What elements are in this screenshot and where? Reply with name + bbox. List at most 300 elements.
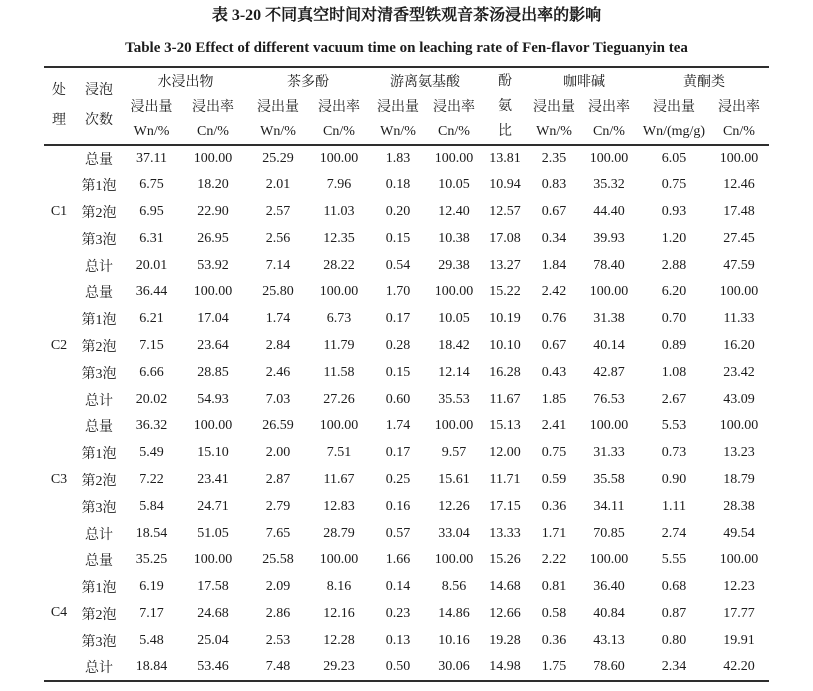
value-cell: 0.23	[385, 605, 411, 621]
value-cell: 7.96	[326, 177, 352, 193]
value-cell: 100.00	[589, 552, 629, 568]
value-cell: 2.42	[541, 284, 567, 300]
table-row	[44, 306, 769, 333]
value-cell: 100.00	[434, 552, 474, 568]
value-cell: 10.16	[438, 632, 470, 648]
value-cell: 37.11	[136, 150, 167, 166]
table-row	[44, 627, 769, 654]
unit-label: Cn/%	[197, 123, 229, 139]
subheader-amount: 浸出量	[653, 100, 695, 115]
value-cell: 10.05	[438, 177, 470, 193]
col-header-soak-times	[74, 67, 124, 145]
value-cell: 36.44	[135, 284, 168, 300]
value-cell: 17.15	[489, 498, 521, 514]
value-cell: 1.83	[385, 150, 411, 166]
value-cell: 11.33	[723, 311, 755, 327]
row-label-cell: 第3泡	[81, 500, 117, 516]
value-cell: 1.08	[661, 364, 687, 380]
value-cell: 14.98	[489, 659, 521, 675]
row-label-cell: 总计	[85, 527, 113, 543]
value-cell: 44.40	[593, 203, 625, 219]
value-cell: 0.15	[385, 230, 411, 246]
row-label-cell: 第1泡	[81, 447, 117, 463]
value-cell: 36.32	[135, 418, 168, 434]
value-cell: 0.68	[661, 579, 687, 595]
value-cell: 23.41	[197, 471, 229, 487]
col-header-soak-line1: 浸泡	[85, 83, 113, 98]
value-cell: 12.66	[489, 605, 521, 621]
value-cell: 29.38	[438, 257, 470, 273]
group-header-flavonoids: 黄酮类	[683, 74, 725, 90]
value-cell: 5.49	[139, 445, 164, 461]
value-cell: 12.16	[323, 605, 355, 621]
value-cell: 0.36	[541, 632, 567, 648]
value-cell: 0.67	[541, 337, 567, 353]
table-body	[44, 145, 769, 681]
value-cell: 100.00	[719, 418, 759, 434]
value-cell: 18.84	[135, 659, 168, 675]
col-header-phenol-line3: 比	[498, 123, 512, 139]
value-cell: 2.57	[265, 203, 291, 219]
value-cell: 1.11	[662, 498, 686, 514]
value-cell: 11.79	[323, 337, 355, 353]
value-cell: 1.74	[265, 311, 291, 327]
value-cell: 1.71	[541, 525, 567, 541]
value-cell: 31.33	[593, 445, 625, 461]
value-cell: 100.00	[719, 552, 759, 568]
value-cell: 53.92	[197, 257, 229, 273]
value-cell: 7.15	[139, 337, 164, 353]
value-cell: 25.29	[262, 150, 294, 166]
value-cell: 10.38	[438, 230, 470, 246]
row-label-cell: 第2泡	[81, 339, 117, 355]
value-cell: 26.59	[262, 418, 294, 434]
table-row	[44, 252, 769, 279]
value-cell: 0.67	[541, 203, 567, 219]
value-cell: 2.00	[265, 445, 291, 461]
table-row	[44, 359, 769, 386]
value-cell: 11.67	[323, 471, 355, 487]
table-row	[44, 172, 769, 199]
value-cell: 100.00	[319, 552, 359, 568]
value-cell: 13.81	[489, 150, 521, 166]
value-cell: 35.25	[135, 552, 168, 568]
row-label-cell: 总量	[85, 420, 113, 436]
value-cell: 15.26	[489, 552, 521, 568]
value-cell: 0.34	[541, 230, 567, 246]
value-cell: 100.00	[193, 418, 233, 434]
table-row	[44, 386, 769, 413]
unit-label: Wn/(mg/g)	[642, 123, 706, 139]
value-cell: 14.86	[438, 605, 470, 621]
value-cell: 12.26	[438, 498, 470, 514]
value-cell: 2.74	[661, 525, 687, 541]
value-cell: 24.68	[197, 605, 229, 621]
value-cell: 100.00	[434, 418, 474, 434]
value-cell: 2.46	[265, 364, 291, 380]
caption-block	[0, 0, 813, 66]
value-cell: 2.22	[541, 552, 567, 568]
value-cell: 0.75	[541, 445, 567, 461]
value-cell: 12.83	[323, 498, 355, 514]
value-cell: 7.14	[265, 257, 291, 273]
value-cell: 42.87	[593, 364, 625, 380]
value-cell: 0.57	[385, 525, 411, 541]
value-cell: 7.51	[326, 445, 352, 461]
value-cell: 0.89	[661, 337, 687, 353]
value-cell: 100.00	[719, 150, 759, 166]
value-cell: 1.66	[385, 552, 411, 568]
value-cell: 12.28	[323, 632, 355, 648]
value-cell: 0.80	[661, 632, 687, 648]
unit-label: Cn/%	[723, 123, 755, 139]
value-cell: 10.10	[489, 337, 521, 353]
row-label-cell: 第1泡	[81, 313, 117, 329]
value-cell: 70.85	[593, 525, 625, 541]
table-row	[44, 467, 769, 494]
value-cell: 15.61	[438, 471, 470, 487]
value-cell: 2.53	[265, 632, 291, 648]
value-cell: 23.42	[723, 364, 755, 380]
value-cell: 15.22	[489, 284, 521, 300]
value-cell: 49.54	[723, 525, 755, 541]
value-cell: 12.46	[723, 177, 755, 193]
unit-label: Wn/%	[536, 123, 572, 139]
value-cell: 2.01	[265, 177, 291, 193]
unit-label: Cn/%	[438, 123, 470, 139]
subheader-rate: 浸出率	[433, 100, 475, 115]
value-cell: 12.57	[489, 203, 521, 219]
value-cell: 12.40	[438, 203, 470, 219]
value-cell: 100.00	[434, 150, 474, 166]
value-cell: 25.04	[197, 632, 229, 648]
value-cell: 18.20	[197, 177, 229, 193]
treatment-cell: C3	[50, 471, 68, 487]
value-cell: 1.85	[541, 391, 567, 407]
value-cell: 6.31	[139, 230, 164, 246]
value-cell: 6.20	[661, 284, 687, 300]
value-cell: 10.94	[489, 177, 521, 193]
data-table	[44, 66, 769, 682]
value-cell: 11.58	[323, 364, 355, 380]
value-cell: 33.04	[438, 525, 470, 541]
col-header-soak-line2: 次数	[85, 113, 113, 128]
value-cell: 6.05	[661, 150, 687, 166]
value-cell: 0.73	[661, 445, 687, 461]
value-cell: 0.20	[385, 203, 411, 219]
value-cell: 78.40	[593, 257, 625, 273]
subheader-rate: 浸出率	[588, 100, 630, 115]
value-cell: 0.14	[385, 579, 411, 595]
value-cell: 43.13	[593, 632, 625, 648]
value-cell: 6.95	[139, 203, 164, 219]
value-cell: 0.87	[661, 605, 687, 621]
value-cell: 2.34	[661, 659, 687, 675]
value-cell: 7.48	[265, 659, 291, 675]
treatment-cell: C1	[50, 204, 68, 220]
value-cell: 1.74	[385, 418, 411, 434]
value-cell: 10.19	[489, 311, 521, 327]
value-cell: 2.88	[661, 257, 687, 273]
subheader-amount: 浸出量	[257, 100, 299, 115]
table-row	[44, 279, 769, 306]
value-cell: 76.53	[593, 391, 625, 407]
value-cell: 6.19	[139, 579, 164, 595]
table-row	[44, 440, 769, 467]
value-cell: 17.77	[723, 605, 755, 621]
value-cell: 15.13	[489, 418, 521, 434]
value-cell: 2.79	[265, 498, 291, 514]
row-label-cell: 总量	[85, 286, 113, 302]
header-row-groups	[44, 67, 769, 93]
col-header-phenol-ammonia-ratio	[481, 67, 529, 145]
row-label-cell: 第3泡	[81, 232, 117, 248]
subheader-amount: 浸出量	[377, 100, 419, 115]
unit-label: Wn/%	[260, 123, 296, 139]
table-title-english: Table 3-20 Effect of different vacuum time on leaching rate of Fen-flavor Tieguanyin tea	[125, 40, 688, 56]
value-cell: 0.58	[541, 605, 567, 621]
table-row	[44, 601, 769, 628]
value-cell: 0.36	[541, 498, 567, 514]
value-cell: 20.02	[135, 391, 168, 407]
value-cell: 35.53	[438, 391, 470, 407]
value-cell: 2.41	[541, 418, 567, 434]
treatment-cell: C4	[50, 605, 68, 621]
value-cell: 0.17	[385, 311, 411, 327]
group-header-caffeine: 咖啡碱	[563, 74, 605, 90]
value-cell: 8.16	[326, 579, 352, 595]
table-row	[44, 654, 769, 681]
value-cell: 17.58	[197, 579, 229, 595]
value-cell: 0.93	[661, 203, 687, 219]
value-cell: 25.80	[262, 284, 294, 300]
value-cell: 24.71	[197, 498, 229, 514]
row-label-cell: 第1泡	[81, 179, 117, 195]
value-cell: 0.60	[385, 391, 411, 407]
treatment-cell: C2	[50, 337, 68, 353]
table-row	[44, 199, 769, 226]
value-cell: 0.75	[661, 177, 687, 193]
value-cell: 12.23	[723, 579, 755, 595]
col-header-treatment	[44, 67, 74, 145]
value-cell: 30.06	[438, 659, 470, 675]
value-cell: 8.56	[441, 579, 467, 595]
row-label-cell: 总量	[85, 554, 113, 570]
value-cell: 11.71	[489, 471, 521, 487]
value-cell: 2.84	[265, 337, 291, 353]
value-cell: 100.00	[319, 418, 359, 434]
value-cell: 13.33	[489, 525, 521, 541]
value-cell: 17.08	[489, 230, 521, 246]
value-cell: 0.59	[541, 471, 567, 487]
value-cell: 0.50	[385, 659, 411, 675]
value-cell: 1.70	[385, 284, 411, 300]
value-cell: 39.93	[593, 230, 625, 246]
value-cell: 13.27	[489, 257, 521, 273]
value-cell: 100.00	[319, 284, 359, 300]
row-label-cell: 总计	[85, 393, 113, 409]
value-cell: 5.48	[139, 632, 164, 648]
subheader-rate: 浸出率	[718, 100, 760, 115]
col-header-treatment-line1: 处	[52, 83, 66, 98]
value-cell: 26.95	[197, 230, 229, 246]
value-cell: 22.90	[197, 203, 229, 219]
value-cell: 11.03	[323, 203, 355, 219]
value-cell: 6.73	[326, 311, 352, 327]
row-label-cell: 第3泡	[81, 366, 117, 382]
table-row	[44, 225, 769, 252]
value-cell: 100.00	[193, 150, 233, 166]
value-cell: 0.28	[385, 337, 411, 353]
row-label-cell: 总计	[85, 259, 113, 275]
value-cell: 6.75	[139, 177, 164, 193]
unit-label: Wn/%	[380, 123, 416, 139]
subheader-rate: 浸出率	[192, 100, 234, 115]
value-cell: 0.13	[385, 632, 411, 648]
value-cell: 12.00	[489, 445, 521, 461]
value-cell: 43.09	[723, 391, 755, 407]
row-label-cell: 第2泡	[81, 473, 117, 489]
col-header-phenol-line2: 氨	[498, 98, 512, 114]
value-cell: 19.28	[489, 632, 521, 648]
value-cell: 18.79	[723, 471, 755, 487]
value-cell: 35.32	[593, 177, 625, 193]
value-cell: 16.20	[723, 337, 755, 353]
row-label-cell: 总量	[85, 152, 113, 168]
value-cell: 34.11	[593, 498, 625, 514]
value-cell: 31.38	[593, 311, 625, 327]
value-cell: 7.65	[265, 525, 291, 541]
unit-label: Cn/%	[323, 123, 355, 139]
value-cell: 78.60	[593, 659, 625, 675]
value-cell: 5.84	[139, 498, 164, 514]
value-cell: 13.23	[723, 445, 755, 461]
value-cell: 2.35	[541, 150, 567, 166]
value-cell: 53.46	[197, 659, 229, 675]
value-cell: 18.54	[135, 525, 168, 541]
value-cell: 100.00	[193, 552, 233, 568]
value-cell: 100.00	[193, 284, 233, 300]
row-label-cell: 第2泡	[81, 607, 117, 623]
value-cell: 9.57	[441, 445, 467, 461]
value-cell: 23.64	[197, 337, 229, 353]
value-cell: 0.15	[385, 364, 411, 380]
value-cell: 12.35	[323, 230, 355, 246]
value-cell: 0.16	[385, 498, 411, 514]
header-row-units	[44, 119, 769, 145]
value-cell: 1.84	[541, 257, 567, 273]
value-cell: 40.84	[593, 605, 625, 621]
value-cell: 19.91	[723, 632, 755, 648]
row-label-cell: 第2泡	[81, 205, 117, 221]
value-cell: 0.90	[661, 471, 687, 487]
table-row	[44, 520, 769, 547]
value-cell: 5.53	[661, 418, 687, 434]
value-cell: 17.48	[723, 203, 755, 219]
value-cell: 100.00	[319, 150, 359, 166]
value-cell: 7.03	[265, 391, 291, 407]
value-cell: 36.40	[593, 579, 625, 595]
table-row	[44, 574, 769, 601]
table-header	[44, 67, 769, 145]
value-cell: 51.05	[197, 525, 229, 541]
value-cell: 0.25	[385, 471, 411, 487]
value-cell: 100.00	[589, 150, 629, 166]
value-cell: 25.58	[262, 552, 294, 568]
value-cell: 0.17	[385, 445, 411, 461]
value-cell: 0.83	[541, 177, 567, 193]
value-cell: 17.04	[197, 311, 229, 327]
group-header-water-extract: 水浸出物	[157, 74, 214, 90]
subheader-amount: 浸出量	[533, 100, 575, 115]
value-cell: 100.00	[434, 284, 474, 300]
row-label-cell: 第1泡	[81, 581, 117, 597]
value-cell: 0.43	[541, 364, 567, 380]
subheader-rate: 浸出率	[318, 100, 360, 115]
value-cell: 18.42	[438, 337, 470, 353]
value-cell: 54.93	[197, 391, 229, 407]
value-cell: 100.00	[589, 418, 629, 434]
value-cell: 2.86	[265, 605, 291, 621]
value-cell: 42.20	[723, 659, 755, 675]
value-cell: 0.81	[541, 579, 567, 595]
group-header-free-amino-acids: 游离氨基酸	[390, 74, 460, 90]
row-label-cell: 第3泡	[81, 634, 117, 650]
value-cell: 12.14	[438, 364, 470, 380]
value-cell: 2.09	[265, 579, 291, 595]
row-label-cell: 总计	[85, 661, 113, 677]
value-cell: 0.70	[661, 311, 687, 327]
value-cell: 28.38	[723, 498, 755, 514]
unit-label: Wn/%	[133, 123, 170, 139]
value-cell: 47.59	[723, 257, 755, 273]
value-cell: 11.67	[489, 391, 521, 407]
table-row	[44, 413, 769, 440]
unit-label: Cn/%	[593, 123, 625, 139]
value-cell: 6.21	[139, 311, 164, 327]
table-title-chinese: 表 3-20 不同真空时间对清香型铁观音茶汤浸出率的影响	[211, 7, 602, 24]
value-cell: 2.56	[265, 230, 291, 246]
value-cell: 1.20	[661, 230, 687, 246]
value-cell: 1.75	[541, 659, 567, 675]
col-header-treatment-line2: 理	[52, 113, 66, 128]
group-header-tea-polyphenols: 茶多酚	[287, 74, 329, 90]
value-cell: 28.85	[197, 364, 229, 380]
table-row	[44, 145, 769, 172]
value-cell: 5.55	[661, 552, 687, 568]
value-cell: 20.01	[135, 257, 168, 273]
table-row	[44, 547, 769, 574]
value-cell: 15.10	[197, 445, 229, 461]
table-row	[44, 333, 769, 360]
value-cell: 2.67	[661, 391, 687, 407]
value-cell: 100.00	[589, 284, 629, 300]
header-row-measures	[44, 93, 769, 119]
value-cell: 14.68	[489, 579, 521, 595]
value-cell: 10.05	[438, 311, 470, 327]
value-cell: 27.26	[323, 391, 355, 407]
value-cell: 2.87	[265, 471, 291, 487]
value-cell: 6.66	[139, 364, 164, 380]
value-cell: 0.76	[541, 311, 567, 327]
value-cell: 0.18	[385, 177, 411, 193]
value-cell: 40.14	[593, 337, 625, 353]
value-cell: 7.22	[139, 471, 164, 487]
subheader-amount: 浸出量	[130, 100, 173, 115]
value-cell: 27.45	[723, 230, 755, 246]
value-cell: 28.79	[323, 525, 355, 541]
col-header-phenol-line1: 酚	[498, 73, 512, 89]
